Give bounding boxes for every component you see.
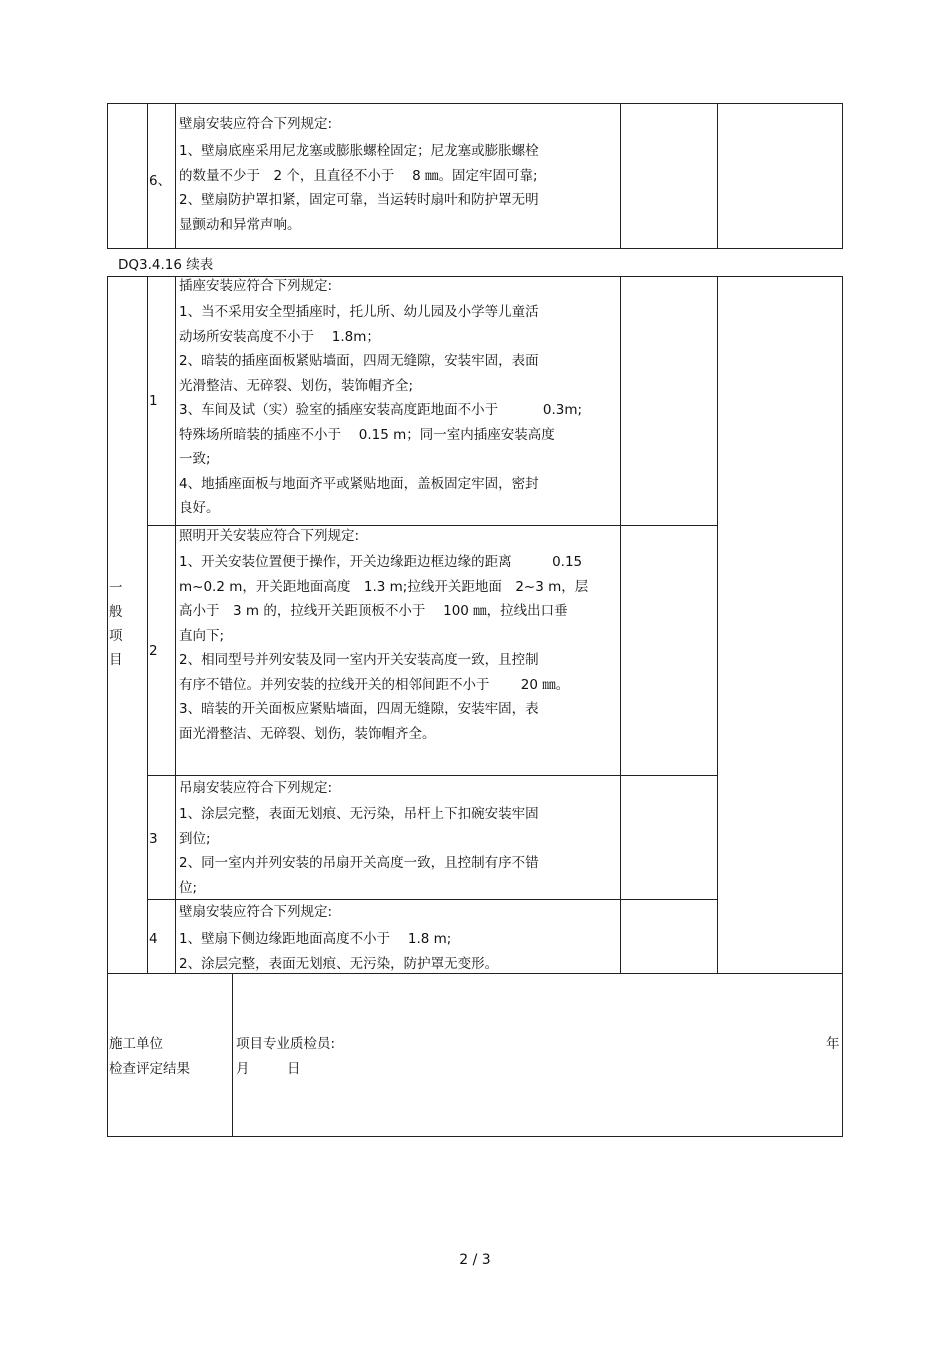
item-text: 1、涂层完整，表面无划痕、无污染，吊杆上下扣碗安装牢固 到位; 2、同一室内并列安装的吊扇开关高度一致，且控制有序不错 位; (179, 806, 539, 896)
item-number: 4 (149, 931, 158, 947)
col-divider (175, 103, 176, 249)
result-label: 检查评定结果 (109, 1061, 190, 1077)
item-heading: 插座安装应符合下列规定: (179, 278, 333, 294)
col-divider (147, 276, 148, 973)
item-text: 1、壁扇下侧边缘距地面高度不小于 1.8 m; 2、涂层完整，表面无划痕、无污染，防护罩无变形。 (179, 931, 499, 972)
item-text: 1、壁扇底座采用尼龙塞或膨胀螺栓固定；尼龙塞或膨胀螺栓 的数量不少于 2 个，且直径不小于 8 ㎜。固定牢固可靠; 2、壁扇防护罩扣紧，固定可靠，当运转时扇叶和防护罩无明 显颤动和异常声响。 (179, 143, 539, 233)
item-text: 1、开关安装位置便于操作，开关边缘距边框边缘的距离 0.15 m~0.2 m，开关距地面高度 1.3 m;拉线开关距地面 2~3 m，层 高小于 3 m 的，拉线开关距顶板不小于 100 ㎜，拉线出口垂 直向下; 2、相同型号并列安装及同一室内开关安装高度一致，且控制 有序不错位。并列安装的拉线开关的相邻间距不小于 20 ㎜。 3、暗装的开关面板应紧贴墙面，四周无缝隙，安装牢固，表 面光滑整洁、无碎裂、划伤，装饰帽齐全。 (179, 554, 589, 742)
item-number: 1 (149, 393, 158, 409)
col-divider (717, 276, 718, 973)
page-number: 2 / 3 (459, 1252, 491, 1268)
col-divider (147, 103, 148, 249)
table-caption: DQ3.4.16 续表 (118, 257, 214, 273)
item-heading: 照明开关安装应符合下列规定: (179, 528, 360, 544)
item-number: 6、 (149, 173, 172, 189)
year-label: 年 (826, 1036, 840, 1052)
item-number: 2 (149, 643, 158, 659)
col-divider (175, 276, 176, 973)
item-heading: 壁扇安装应符合下列规定: (179, 116, 333, 132)
col-divider (717, 103, 718, 249)
item-heading: 壁扇安装应符合下列规定: (179, 904, 333, 920)
item-number: 3 (149, 831, 158, 847)
unit-label: 施工单位 (109, 1036, 163, 1052)
day-label: 日 (287, 1061, 301, 1077)
inspector-label: 项目专业质检员: (236, 1036, 336, 1052)
row-divider (147, 525, 717, 526)
row-divider (147, 775, 717, 776)
item-heading: 吊扇安装应符合下列规定: (179, 780, 333, 796)
col-divider (620, 103, 621, 249)
col-divider (620, 276, 621, 973)
category-label: 一 般 项 目 (109, 580, 123, 668)
month-label: 月 (236, 1061, 250, 1077)
col-divider (232, 973, 233, 1137)
item-text: 1、当不采用安全型插座时，托儿所、幼儿园及小学等儿童活 动场所安装高度不小于 1.8m； 2、暗装的插座面板紧贴墙面，四周无缝隙，安装牢固，表面 光滑整洁、无碎裂、划伤，装饰帽齐全; 3、车间及试（实）验室的插座安装高度距地面不小于 0.3m; 特殊场所暗装的插座不小于 0.15 m；同一室内插座安装高度 一致; 4、地插座面板与地面齐平或紧贴地面，盖板固定牢固，密封 良好。 (179, 304, 583, 516)
